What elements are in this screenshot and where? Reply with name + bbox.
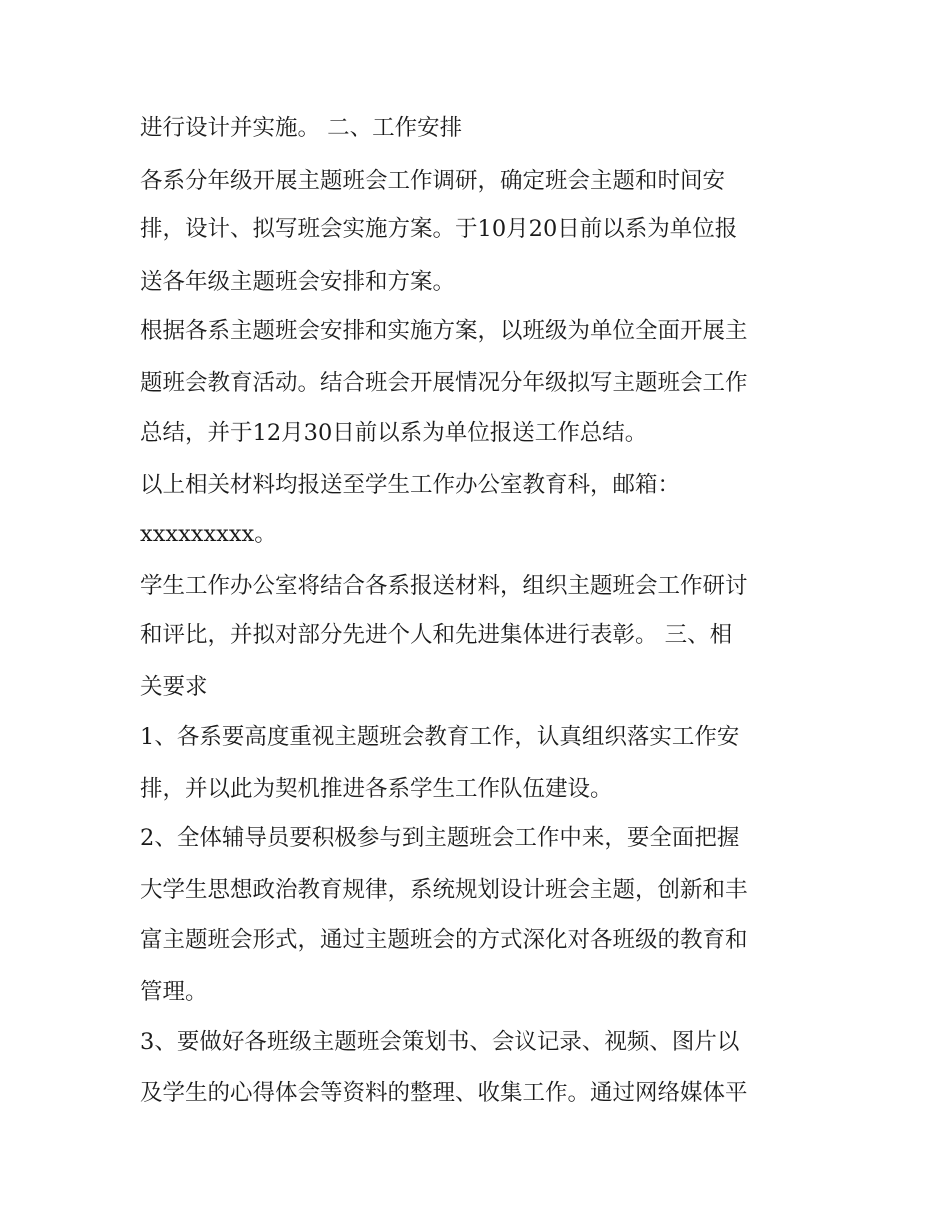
text-line: 大学生思想政治教育规律，系统规划设计班会主题，创新和丰 — [140, 877, 748, 903]
text-line: 题班会教育活动。结合班会开展情况分年级拟写主题班会工作 — [140, 370, 748, 396]
text-line: 各系分年级开展主题班会工作调研，确定班会主题和时间安 — [140, 168, 726, 194]
text-line: 3、要做好各班级主题班会策划书、会议记录、视频、图片以 — [140, 1029, 740, 1055]
text-line: 排，并以此为契机推进各系学生工作队伍建设。 — [140, 776, 613, 802]
text-line: 管理。 — [140, 979, 208, 1005]
text-line: 1、各系要高度重视主题班会教育工作，认真组织落实工作安 — [140, 724, 740, 750]
text-line: 根据各系主题班会安排和实施方案，以班级为单位全面开展主 — [140, 318, 748, 344]
text-line: 总结，并于12月30日前以系为单位报送工作总结。 — [140, 420, 648, 446]
text-line: 进行设计并实施。 二、工作安排 — [140, 115, 463, 141]
text-line: 和评比，并拟对部分先进个人和先进集体进行表彰。 三、相 — [140, 622, 733, 648]
text-line: 2、全体辅导员要积极参与到主题班会工作中来，要全面把握 — [140, 825, 740, 851]
text-line: 关要求 — [140, 674, 208, 700]
text-line: 及学生的心得体会等资料的整理、收集工作。通过网络媒体平 — [140, 1080, 748, 1106]
email-address: xxxxxxxxx。 — [140, 521, 277, 547]
text-line: 送各年级主题班会安排和方案。 — [140, 269, 456, 295]
text-line: 以上相关材料均报送至学生工作办公室教育科，邮箱： — [140, 472, 681, 498]
text-line: 富主题班会形式，通过主题班会的方式深化对各班级的教育和 — [140, 927, 748, 953]
text-line: 排，设计、拟写班会实施方案。于10月20日前以系为单位报 — [140, 216, 738, 242]
text-line: 学生工作办公室将结合各系报送材料，组织主题班会工作研讨 — [140, 573, 748, 599]
